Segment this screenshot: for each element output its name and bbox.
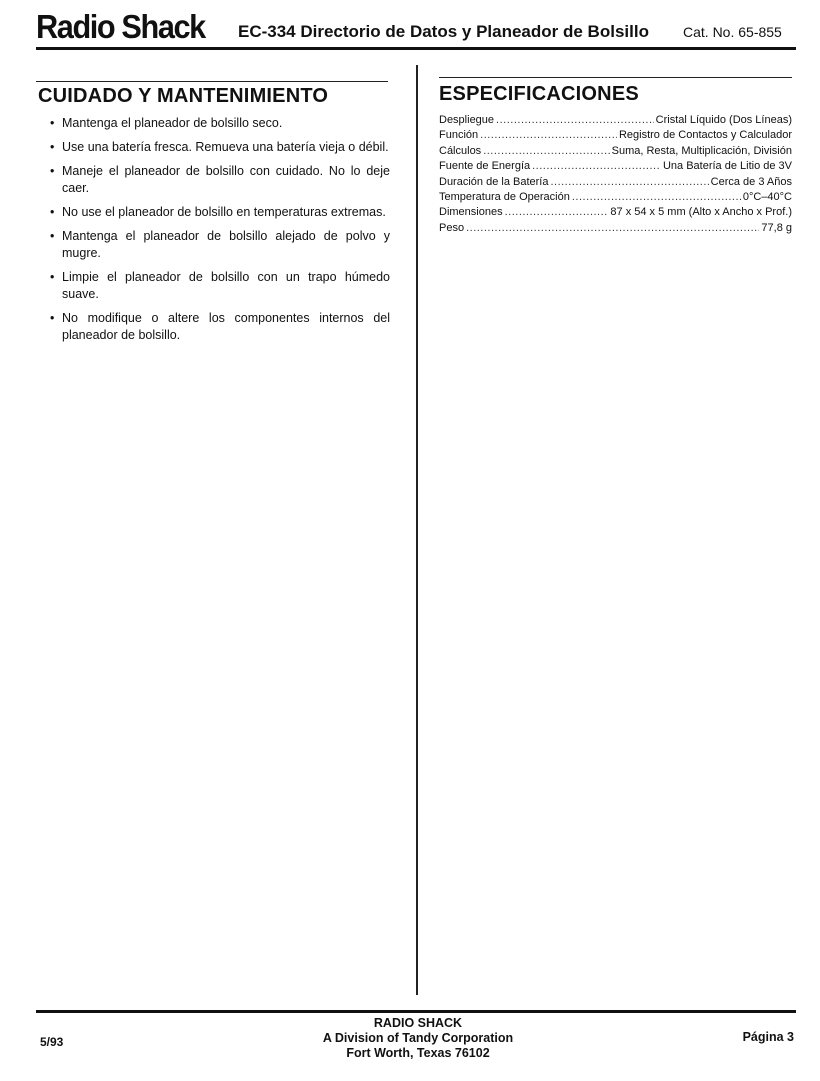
spec-row: Función ..... Registro de Contactos y Calculador [439, 128, 792, 143]
care-section-title: CUIDADO Y MANTENIMIENTO [38, 85, 329, 107]
footer-company [268, 1016, 568, 1061]
care-list [50, 115, 390, 351]
header-divider [36, 47, 796, 50]
spec-row: Temperatura de Operación ..... 0°C–40°C [439, 190, 792, 205]
footer-divider [36, 1010, 796, 1013]
company-name: RADIO SHACK [373, 1016, 463, 1030]
column-divider [416, 65, 418, 995]
spec-row: Duración de la Batería ..... Cerca de 3 Años [439, 175, 792, 190]
list-item: • No modifique o altere los componentes internos del planeador de bolsillo. [50, 311, 390, 342]
spec-row: Fuente de Energía ..... Una Batería de Litio de 3V [439, 159, 792, 174]
list-item: • Limpie el planeador de bolsillo con un trapo húmedo suave. [50, 270, 390, 301]
specs-table [439, 113, 792, 236]
list-item: • Use una batería fresca. Remueva una batería vieja o débil. [50, 140, 389, 154]
company-address: Fort Worth, Texas 76102 [346, 1046, 490, 1060]
list-item: • Mantenga el planeador de bolsillo alejado de polvo y mugre. [50, 229, 390, 260]
list-item: • No use el planeador de bolsillo en temperaturas extremas. [50, 205, 386, 219]
catalog-number: Cat. No. 65-855 [683, 24, 782, 40]
spec-row: Dimensiones ..... 87 x 54 x 5 mm (Alto x Ancho x Prof.) [439, 205, 792, 220]
page-title: EC-334 Directorio de Datos y Planeador de Bolsillo [238, 22, 649, 41]
spec-row: Cálculos ..... Suma, Resta, Multiplicación, División [439, 144, 792, 159]
brand-logo: Radio Shack [36, 8, 205, 45]
specs-section-title: ESPECIFICACIONES [439, 83, 639, 105]
list-item: • Maneje el planeador de bolsillo con cuidado. No lo deje caer. [50, 164, 390, 195]
list-item: • Mantenga el planeador de bolsillo seco. [50, 116, 283, 130]
spec-row: Despliegue ..... Cristal Líquido (Dos Líneas) [439, 113, 792, 128]
page-number: Página 3 [742, 1030, 794, 1044]
spec-row: Peso ..... 77,8 g [439, 221, 792, 236]
footer-date: 5/93 [40, 1035, 64, 1049]
left-section-rule [36, 81, 388, 82]
company-division: A Division of Tandy Corporation [322, 1031, 514, 1045]
right-section-rule [439, 77, 792, 78]
